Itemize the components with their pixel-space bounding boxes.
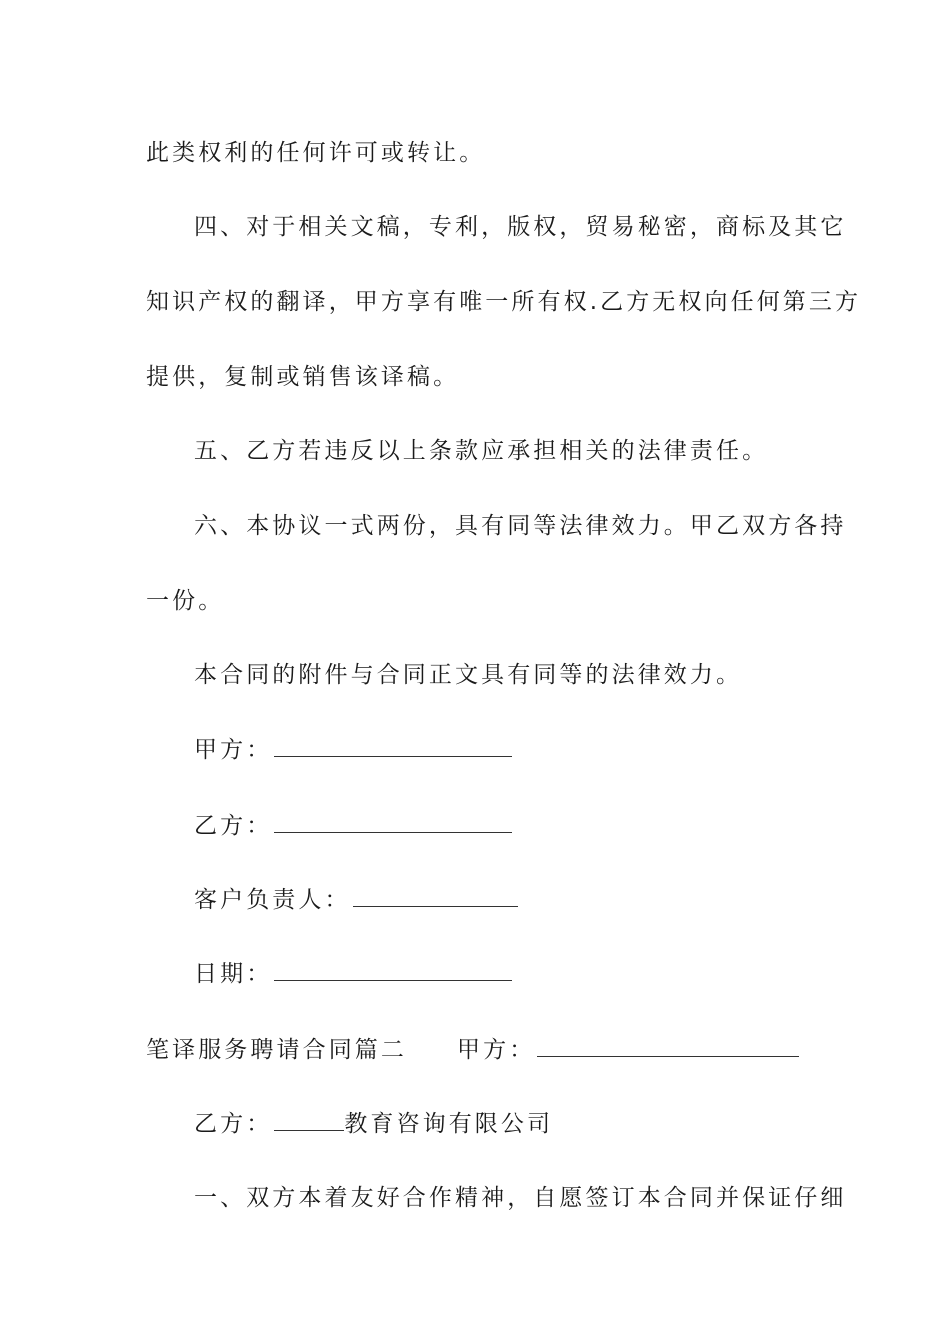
section-title: 笔译服务聘请合同篇二 [146, 1037, 407, 1063]
signature-client [194, 884, 518, 915]
signature-party-a [194, 734, 512, 765]
attachment-note: 本合同的附件与合同正文具有同等的法律效力。 [194, 662, 743, 688]
section2-party-b-label: 乙方： [194, 1111, 273, 1137]
section-two-heading [146, 1034, 799, 1065]
party-b-blank [274, 810, 512, 833]
date-blank [274, 958, 512, 981]
paragraph-line: 知识产权的翻译，甲方享有唯一所有权.乙方无权向任何第三方 [146, 289, 862, 315]
section2-party-b-blank [274, 1108, 344, 1131]
paragraph-line: 此类权利的任何许可或转让。 [146, 140, 486, 166]
client-label: 客户负责人： [194, 887, 351, 913]
paragraph-line: 一份。 [146, 588, 225, 614]
clause-six-line: 六、本协议一式两份，具有同等法律效力。甲乙双方各持 [194, 513, 847, 539]
party-a-label: 甲方： [194, 737, 273, 763]
section2-party-a-blank [537, 1034, 799, 1057]
section2-party-b-name: 教育咨询有限公司 [344, 1111, 554, 1137]
clause-five-line: 五、乙方若违反以上条款应承担相关的法律责任。 [194, 438, 769, 464]
clause-four-line: 四、对于相关文稿，专利，版权，贸易秘密，商标及其它 [194, 214, 847, 240]
section2-clause-one: 一、双方本着友好合作精神，自愿签订本合同并保证仔细 [194, 1185, 847, 1211]
party-b-label: 乙方： [194, 813, 273, 839]
party-a-blank [274, 734, 512, 757]
section2-party-b [194, 1108, 553, 1139]
date-label: 日期： [194, 961, 273, 987]
section2-party-a-label: 甲方： [457, 1037, 536, 1063]
signature-party-b [194, 810, 512, 841]
client-blank [353, 884, 518, 907]
signature-date [194, 958, 512, 989]
paragraph-line: 提供，复制或销售该译稿。 [146, 364, 460, 390]
